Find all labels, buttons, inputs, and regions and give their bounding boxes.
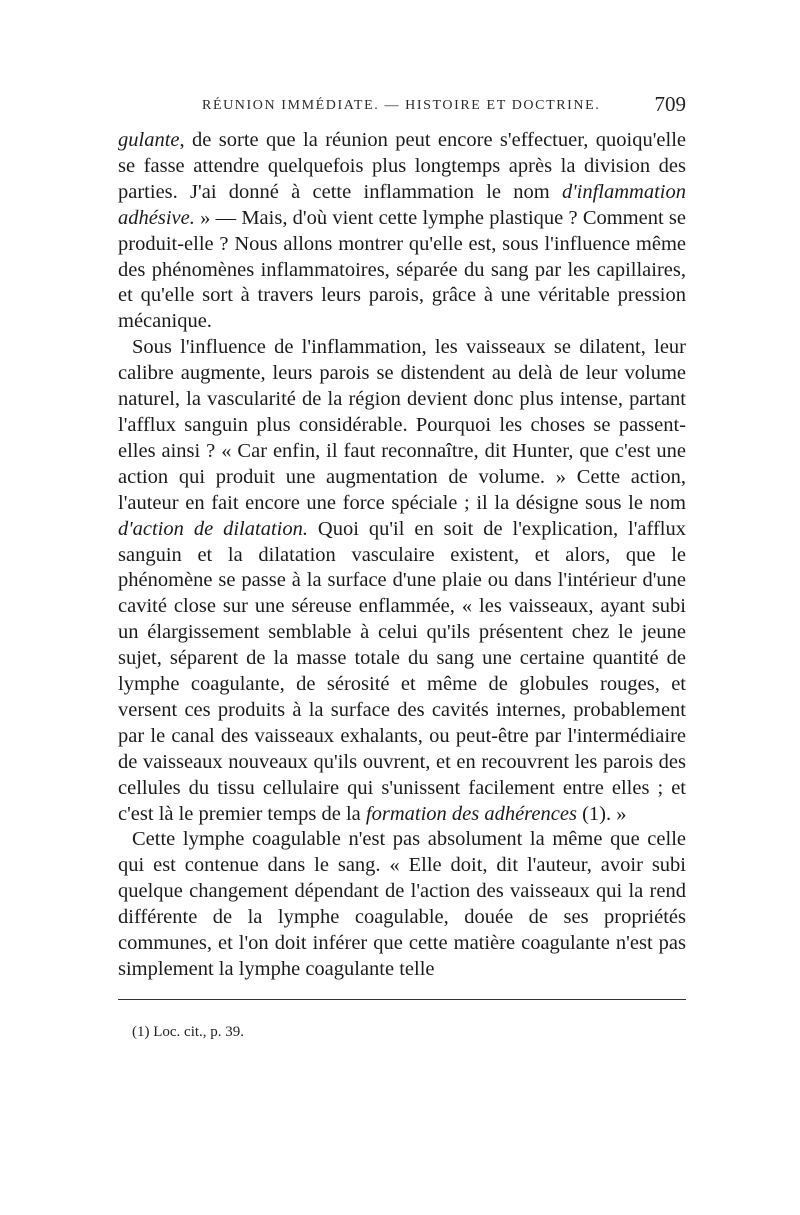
- paragraph-1-italic-1: gulante: [118, 129, 180, 151]
- paragraph-2: [118, 335, 686, 827]
- page-number: 709: [654, 92, 686, 116]
- paragraph-1-italic-2: d'inflammation adhésive.: [118, 180, 686, 229]
- running-head: [118, 92, 686, 128]
- footnote-rule: [118, 999, 686, 1000]
- paragraph-3-text-1: Cette lymphe coagulable n'est pas absolument la même que celle qui est contenue dans le sang. « Elle doit, dit l'auteur, avoir subi quelque changement dépendant de l'action des vaisseaux qui la rend différente de la lymphe coagulable, douée de ses propriétés communes, et l'on doit inférer que cette matière coagulante n'est pas simplement la lymphe coagulante telle: [118, 828, 686, 980]
- book-page: [118, 92, 686, 1041]
- running-title: RÉUNION IMMÉDIATE. — HISTOIRE ET DOCTRINE.: [202, 98, 601, 113]
- paragraph-2-italic-2: formation des adhérences: [365, 802, 577, 825]
- paragraph-1: [118, 128, 686, 335]
- body-text: [118, 128, 686, 983]
- paragraph-3: [118, 827, 686, 982]
- footnote: (1) Loc. cit., p. 39.: [132, 1023, 245, 1040]
- paragraph-2-text-2: Quoi qu'il en soit de l'explication, l'afflux sanguin et la dilatation vasculaire existent, et alors, que le phénomène se passe à la surface d'une plaie ou dans l'intérieur d'une cavité close sur une séreuse enflammée, « les vaisseaux, ayant subi un élargissement semblable à celui qu'ils présentent chez le jeune sujet, séparent de la masse totale du sang une certaine quantité de lymphe coagulante, de sérosité et même de globules rouges, et versent ces produits à la surface des cavités internes, probablement par le canal des vaisseaux exhalants, ou peut-être par l'intermédiaire de vaisseaux nouveaux qu'ils ouvrent, et en recouvrent les parois des cellules du tissu cellulaire qui s'unissent facilement entre elles ; et c'est là le premier temps de la: [118, 517, 687, 825]
- paragraph-2-text-3: (1). »: [576, 802, 627, 825]
- paragraph-2-italic-1: d'action de dilatation.: [118, 517, 308, 540]
- paragraph-1-text-2: » — Mais, d'où vient cette lymphe plastique ? Comment se produit-elle ? Nous allons montrer qu'elle est, sous l'influence même des phénomènes inflammatoires, séparée du sang par les capillaires, et qu'elle sort à travers leurs parois, grâce à une véritable pression mécanique.: [118, 206, 686, 333]
- paragraph-1-text-1: , de sorte que la réunion peut encore s'effectuer, quoiqu'elle se fasse attendre quelquefois plus longtemps après la division des parties. J'ai donné à cette inflammation le nom: [118, 129, 686, 203]
- paragraph-2-text-1: Sous l'influence de l'inflammation, les vaisseaux se dilatent, leur calibre augmente, leurs parois se distendent au delà de leur volume naturel, la vascularité de la région devient donc plus intense, partant l'afflux sanguin plus considérable. Pourquoi les choses se passent-elles ainsi ? « Car enfin, il faut reconnaître, dit Hunter, que c'est une action qui produit une augmentation de volume. » Cette action, l'auteur en fait encore une force spéciale ; il la désigne sous le nom: [118, 336, 686, 514]
